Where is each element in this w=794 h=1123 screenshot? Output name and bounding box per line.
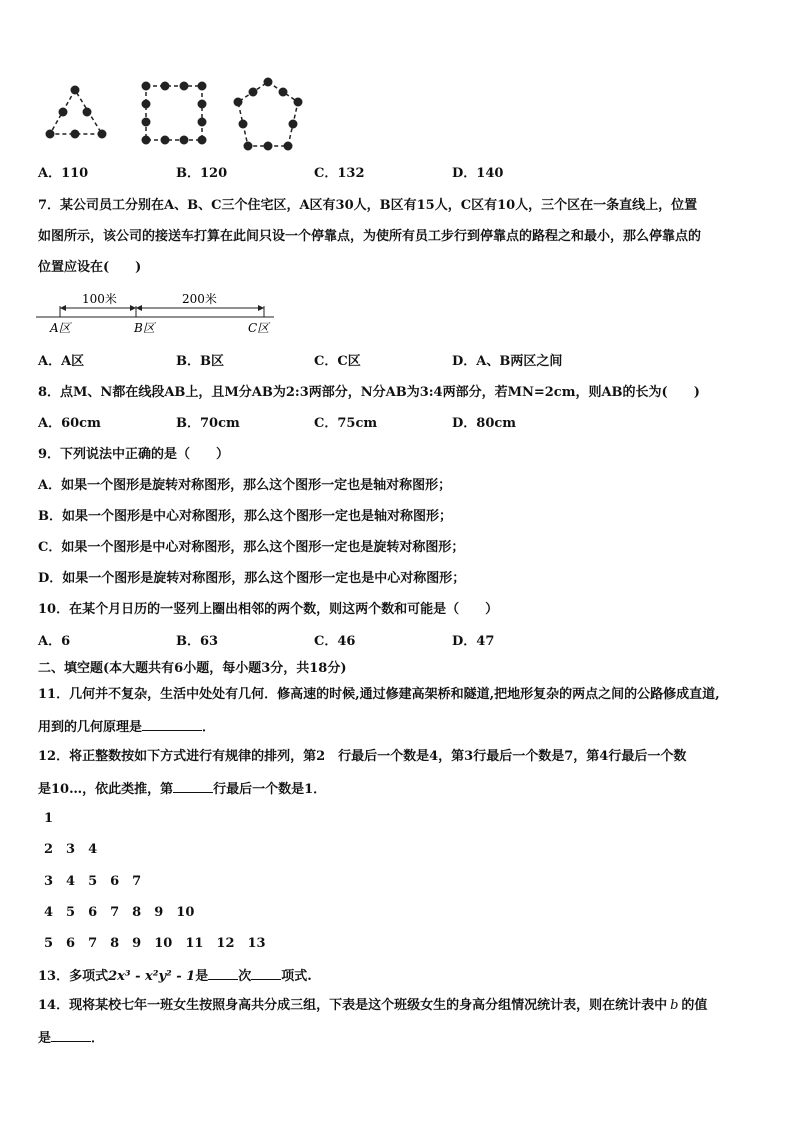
flower-patterns-figure <box>36 72 310 160</box>
q10-option-c: C．46 <box>314 634 356 649</box>
q12-line2-end: 行最后一个数是1． <box>213 782 327 797</box>
q7-option-c: C．C区 <box>314 354 361 369</box>
q14-line1 <box>38 998 707 1014</box>
q7-label-200m: 200米 <box>182 292 217 306</box>
q14-line1-text: 14．现将某校七年一班女生按照身高共分成三组，下表是这个班级女生的身高分组情况统计表，则在统计表中 <box>38 998 668 1013</box>
q12-line2-text: 是10…，依此类推，第 <box>38 782 174 797</box>
q8-option-a: A．60cm <box>38 416 101 431</box>
q14-line2 <box>38 1029 104 1047</box>
q8-option-d: D．80cm <box>452 416 517 431</box>
q7-label-a-zone: A区 <box>50 321 71 335</box>
q11-line1: 11．几何并不复杂，生活中处处有几何．修高速的时候,通过修建高架桥和隧道,把地形复杂的两点之间的公路修成直道, <box>38 687 720 702</box>
q10-option-d: D．47 <box>452 634 495 649</box>
q8-option-c: C．75cm <box>314 416 378 431</box>
q7-stem-line2: 如图所示，该公司的接送车打算在此间只设一个停靠点，为使所有员工步行到停靠点的路程之和最小，那么停靠点的 <box>38 229 702 244</box>
q13-terms-blank[interactable] <box>251 967 281 980</box>
q12-row-1: 1 <box>44 811 54 826</box>
q14-line2-text: 是 <box>38 1031 52 1046</box>
q9-option-d: D．如果一个图形是旋转对称图形，那么这个图形一定也是中心对称图形； <box>38 571 466 586</box>
q12-row-5: 5 6 7 8 9 10 11 12 13 <box>44 936 266 951</box>
q7-label-b-zone: B区 <box>134 321 155 335</box>
q12-line1: 12．将正整数按如下方式进行有规律的排列，第2 行最后一个数是4，第3行最后一个数是7，第4行最后一个数 <box>38 749 687 764</box>
q13-text-post: 项式. <box>281 969 312 984</box>
q9-option-c: C．如果一个图形是中心对称图形，那么这个图形一定也是旋转对称图形； <box>38 540 465 555</box>
q10-option-a: A．6 <box>38 634 71 649</box>
q11-line2 <box>38 718 215 736</box>
q13-polynomial: 2x³ - x²y² - 1 <box>108 969 196 984</box>
q13-text-mid2: 次 <box>238 969 252 984</box>
q12-row-4: 4 5 6 7 8 9 10 <box>44 905 195 920</box>
q9-option-b: B．如果一个图形是中心对称图形，那么这个图形一定也是轴对称图形； <box>38 509 452 524</box>
triangle-pattern <box>46 86 106 138</box>
q7-stem-line3: 位置应设在( ) <box>38 260 142 275</box>
q6-option-c: C．132 <box>314 166 365 181</box>
q14-line1-end: 的值 <box>681 998 708 1013</box>
q7-label-c-zone: C区 <box>248 321 270 335</box>
q12-line2 <box>38 780 326 798</box>
q8-stem: 8．点M、N都在线段AB上，且M分AB为2:3两部分，N分AB为3:4两部分，若MN=2cm，则AB的长为( ) <box>38 385 700 400</box>
q13-line <box>38 967 312 985</box>
q7-option-d: D．A、B两区之间 <box>452 354 563 369</box>
q13-text-pre: 13．多项式 <box>38 969 109 984</box>
q12-answer-blank[interactable] <box>173 780 213 793</box>
q12-row-3: 3 4 5 6 7 <box>44 874 142 889</box>
q6-option-b: B．120 <box>176 166 228 181</box>
q14-answer-blank[interactable] <box>51 1029 91 1042</box>
section2-heading: 二、填空题(本大题共有6小题，每小题3分，共18分) <box>38 661 347 676</box>
q10-stem: 10．在某个月日历的一竖列上圈出相邻的两个数，则这两个数和可能是（ ） <box>38 602 499 617</box>
q8-option-b: B．70cm <box>176 416 240 431</box>
q7-stem-line1: 7．某公司员工分别在A、B、C三个住宅区，A区有30人，B区有15人，C区有10人，三个区在一条直线上，位置 <box>38 198 698 213</box>
q14-line2-end: ． <box>91 1031 105 1046</box>
q13-text-mid1: 是 <box>195 969 209 984</box>
q12-row-2: 2 3 4 <box>44 842 98 857</box>
q11-line2-text: 用到的几何原理是 <box>38 720 143 735</box>
q6-option-a: A．110 <box>38 166 89 181</box>
q11-line2-end: ． <box>202 720 216 735</box>
q7-label-100m: 100米 <box>82 292 117 306</box>
q7-option-b: B．B区 <box>176 354 224 369</box>
q6-option-d: D．140 <box>452 166 504 181</box>
q14-variable-b: b <box>670 998 679 1013</box>
q9-option-a: A．如果一个图形是旋转对称图形，那么这个图形一定也是轴对称图形； <box>38 478 452 493</box>
q10-option-b: B．63 <box>176 634 219 649</box>
q7-number-line-diagram <box>36 286 280 338</box>
pentagon-pattern <box>234 78 302 150</box>
q13-degree-blank[interactable] <box>208 967 238 980</box>
square-pattern <box>142 82 206 144</box>
q7-option-a: A．A区 <box>38 354 85 369</box>
q9-stem: 9．下列说法中正确的是（ ） <box>38 447 230 462</box>
q11-answer-blank[interactable] <box>142 718 202 731</box>
